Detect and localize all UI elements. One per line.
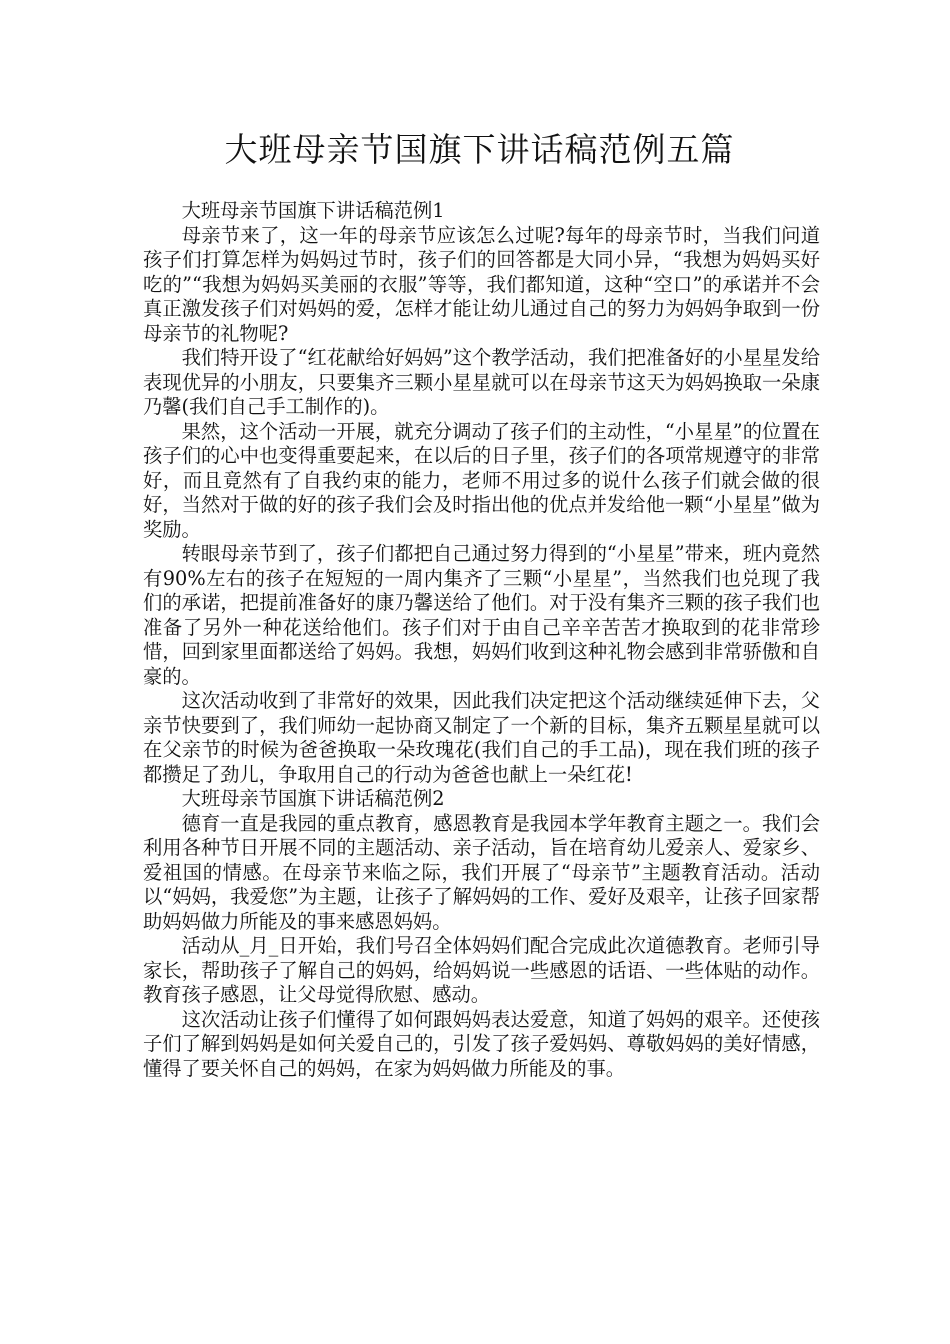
- paragraph: 活动从_月_日开始，我们号召全体妈妈们配合完成此次道德教育。老师引导家长，帮助孩子了解自己的妈妈，给妈妈说一些感恩的话语、一些体贴的动作。教育孩子感恩，让父母觉得欣慰、感动。: [143, 934, 820, 1006]
- paragraph: 德育一直是我园的重点教育，感恩教育是我园本学年教育主题之一。我们会利用各种节日开展不同的主题活动、亲子活动，旨在培育幼儿爱亲人、爱家乡、爱祖国的情感。在母亲节来临之际，我们开展了“母亲节”主题教育活动。活动以“妈妈，我爱您”为主题，让孩子了解妈妈的工作、爱好及艰辛，让孩子回家帮助妈妈做力所能及的事来感恩妈妈。: [143, 811, 820, 933]
- paragraph: 这次活动收到了非常好的效果，因此我们决定把这个活动继续延伸下去，父亲节快要到了，我们师幼一起协商又制定了一个新的目标，集齐五颗星星就可以在父亲节的时候为爸爸换取一朵玫瑰花(我们自己的手工品)，现在我们班的孩子都攒足了劲儿，争取用自己的行动为爸爸也献上一朵红花!: [143, 689, 820, 786]
- section-heading-1: 大班母亲节国旗下讲话稿范例1: [181, 199, 445, 222]
- paragraph: 这次活动让孩子们懂得了如何跟妈妈表达爱意，知道了妈妈的艰辛。还使孩子们了解到妈妈是如何关爱自己的，引发了孩子爱妈妈、尊敬妈妈的美好情感，懂得了要关怀自己的妈妈，在家为妈妈做力所能及的事。: [143, 1007, 820, 1080]
- document-body: [143, 199, 820, 1081]
- section-heading-2: 大班母亲节国旗下讲话稿范例2: [181, 787, 445, 810]
- document-title: 大班母亲节国旗下讲话稿范例五篇: [224, 130, 735, 169]
- paragraph: 母亲节来了，这一年的母亲节应该怎么过呢?每年的母亲节时，当我们问道孩子们打算怎样为妈妈过节时，孩子们的回答都是大同小异，“我想为妈妈买好吃的”“我想为妈妈买美丽的衣服”等等，我们都知道，这种“空口”的承诺并不会真正激发孩子们对妈妈的爱，怎样才能让幼儿通过自己的努力为妈妈争取到一份母亲节的礼物呢?: [143, 223, 820, 345]
- paragraph: 果然，这个活动一开展，就充分调动了孩子们的主动性，“小星星”的位置在孩子们的心中也变得重要起来，在以后的日子里，孩子们的各项常规遵守的非常好，而且竟然有了自我约束的能力，老师不用过多的说什么孩子们就会做的很好，当然对于做的好的孩子我们会及时指出他的优点并发给他一颗“小星星”做为奖励。: [143, 419, 820, 541]
- document-page: [143, 128, 820, 1081]
- paragraph: 转眼母亲节到了，孩子们都把自己通过努力得到的“小星星”带来，班内竟然有90%左右的孩子在短短的一周内集齐了三颗“小星星”，当然我们也兑现了我们的承诺，把提前准备好的康乃馨送给了他们。对于没有集齐三颗的孩子我们也准备了另外一种花送给他们。孩子们对于由自己辛辛苦苦才换取到的花非常珍惜，回到家里面都送给了妈妈。我想，妈妈们收到这种礼物会感到非常骄傲和自豪的。: [143, 542, 820, 688]
- paragraph: 我们特开设了“红花献给好妈妈”这个教学活动，我们把准备好的小星星发给表现优异的小朋友，只要集齐三颗小星星就可以在母亲节这天为妈妈换取一朵康乃馨(我们自己手工制作的)。: [143, 346, 820, 418]
